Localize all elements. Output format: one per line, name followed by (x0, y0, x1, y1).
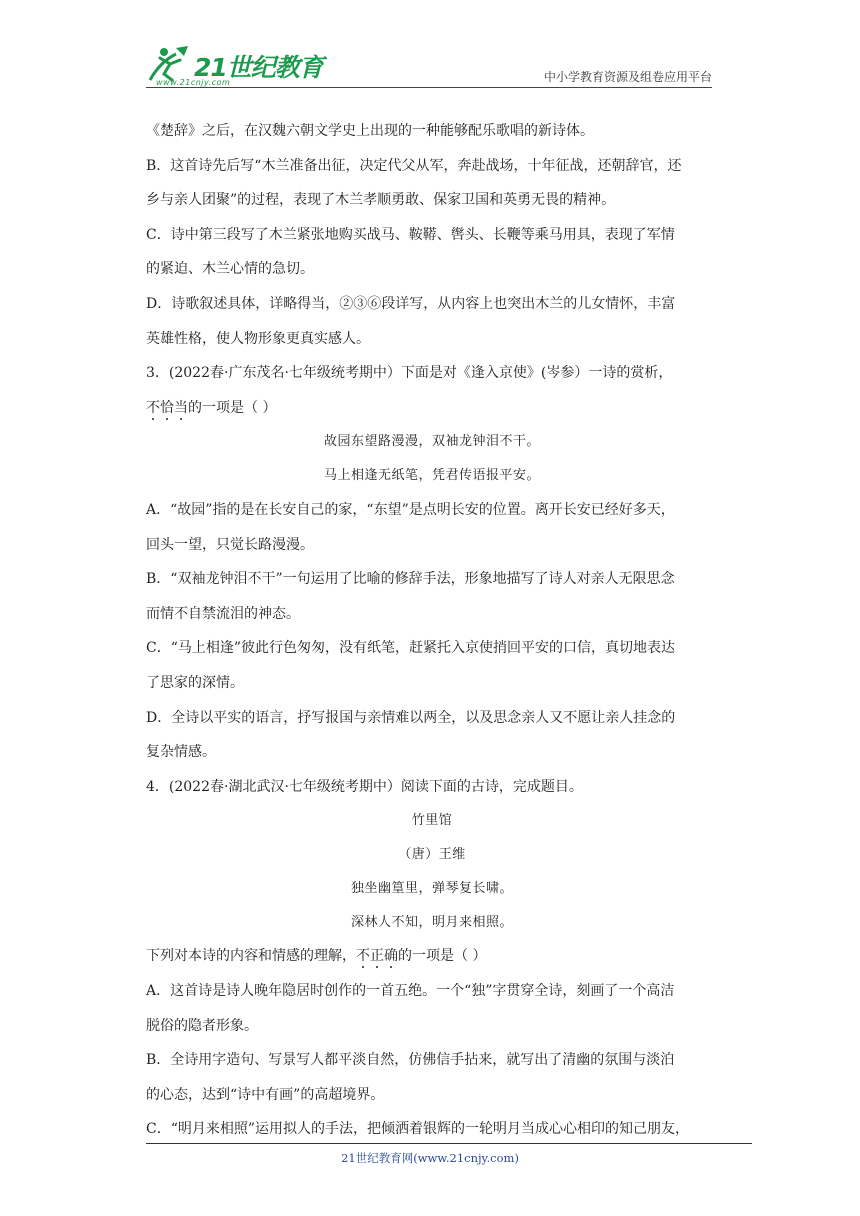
emphasis-text (356, 948, 398, 964)
prompt-text: 的一项是（ ） (398, 948, 487, 965)
poem-title: 竹里馆 (411, 813, 453, 829)
option-a: A．这首诗是诗人晚年隐居时创作的一首五绝。一个“独”字贯穿全诗，刻画了一个高洁 (146, 983, 675, 1000)
poem-author: （唐）王维 (398, 847, 466, 863)
question-4: 4．(2022春·湖北武汉·七年级统考期中）阅读下面的古诗，完成题目。 (146, 778, 583, 795)
emphasis-char: 不 (356, 948, 370, 965)
option-b: B．这首诗先后写“木兰准备出征，决定代父从军，奔赴战场，十年征战，还朝辞官，还 (146, 157, 682, 174)
poem-line: 马上相逢无纸笔，凭君传语报平安。 (323, 468, 540, 484)
footer-source[interactable]: 21世纪教育网(www.21cnjy.com) (341, 1151, 519, 1165)
document-body (146, 114, 718, 1147)
question-4-prompt (146, 939, 718, 974)
option-d: D．全诗以平实的语言，抒写报国与亲情难以两全，以及思念亲人又不愿让亲人挂念的 (146, 709, 676, 726)
text-line: 复杂情感。 (146, 744, 216, 761)
question-3-prompt (146, 391, 718, 426)
text-line: 英雄性格，使人物形象更真实感人。 (146, 330, 370, 347)
text-line: 的紧迫、木兰心情的急切。 (146, 261, 314, 278)
emphasis-char: 当 (174, 399, 188, 416)
prompt-text: 的一项是（ ） (188, 399, 277, 416)
text-line: 《楚辞》之后，在汉魏六朝文学史上出现的一种能够配乐歌唱的新诗体。 (146, 123, 594, 139)
text-line: 乡与亲人团聚”的过程，表现了木兰孝顺勇敢、保家卫国和英勇无畏的精神。 (146, 192, 616, 209)
footer-divider (146, 1143, 752, 1144)
emphasis-text (146, 400, 188, 416)
poem-line: 深林人不知，明月来相照。 (350, 914, 513, 930)
poem-line: 独坐幽篁里，弹琴复长啸。 (350, 880, 513, 896)
text-line: 而情不自禁流泪的神态。 (146, 605, 300, 622)
option-c: C．诗中第三段写了木兰紧张地购买战马、鞍鞯、辔头、长鞭等乘马用具，表现了军情 (146, 226, 675, 243)
option-c: C．“明月来相照”运用拟人的手法，把倾洒着银辉的一轮明月当成心心相印的知己朋友， (146, 1121, 690, 1138)
question-3: 3．(2022春·广东茂名·七年级统考期中）下面是对《逢入京使》(岑参）一诗的赏析， (146, 365, 673, 382)
header-divider (146, 87, 712, 88)
option-c: C．“马上相逢”彼此行色匆匆，没有纸笔，赶紧托入京使捎回平安的口信，真切地表达 (146, 640, 676, 657)
text-line: 回头一望，只觉长路漫漫。 (146, 536, 314, 553)
emphasis-char: 不 (146, 399, 160, 416)
site-logo[interactable] (146, 44, 326, 88)
poem-line: 故园东望路漫漫，双袖龙钟泪不干。 (323, 434, 540, 450)
logo-text: 21世纪教育 (194, 53, 323, 82)
emphasis-char: 正 (370, 948, 384, 965)
logo-url: www.21cnjy.com (156, 78, 231, 87)
option-b: B．全诗用字造句、写景写人都平淡自然，仿佛信手拈来，就写出了清幽的氛围与淡泊 (146, 1052, 675, 1069)
page-header (146, 38, 712, 90)
option-a: A．“故园”指的是在长安自己的家，“东望”是点明长安的位置。离开长安已经好多天， (146, 501, 675, 518)
emphasis-char: 确 (384, 948, 398, 965)
text-line: 脱俗的隐者形象。 (146, 1017, 258, 1034)
option-b: B．“双袖龙钟泪不干”一句运用了比喻的修辞手法，形象地描写了诗人对亲人无限思念 (146, 571, 675, 588)
platform-name: 中小学教育资源及组卷应用平台 (543, 70, 712, 84)
text-line: 的心态，达到“诗中有画”的高超境界。 (146, 1086, 385, 1103)
emphasis-char: 恰 (160, 399, 174, 416)
option-d: D．诗歌叙述具体，详略得当，②③⑥段详写，从内容上也突出木兰的儿女情怀，丰富 (146, 295, 676, 312)
prompt-text: 下列对本诗的内容和情感的理解， (146, 948, 356, 965)
text-line: 了思家的深情。 (146, 674, 244, 691)
